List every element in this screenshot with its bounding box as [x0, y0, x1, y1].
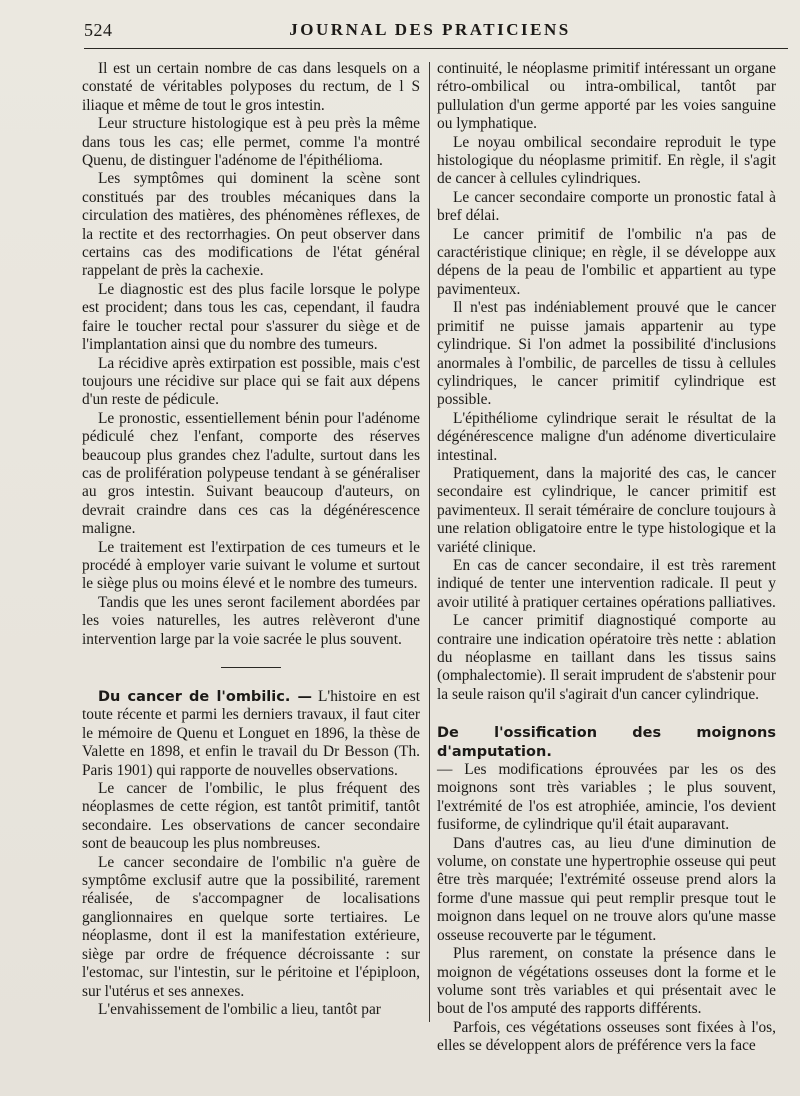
- section-title: De l'ossification des moignons d'amputation.: [437, 725, 776, 760]
- paragraph: Dans d'autres cas, au lieu d'une diminution de volume, on constate une hypertrophie osseuse qui peut être très marquée; l'extrémité osseuse prend alors la forme d'une massue qui peut remplir presque tout le moignon dans lequel on ne trouve alors qu'une masse osseuse recouverte par le tégument.: [437, 834, 776, 944]
- paragraph: — Les modifications éprouvées par les os des moignons sont très variables ; le plus souvent, l'extrémité de l'os est atrophiée, amincie, l'os devient fusiforme, de cylindrique qu'il était auparavant.: [437, 761, 776, 834]
- paragraph: Le diagnostic est des plus facile lorsque le polype est procident; dans tous les cas, cependant, il faudra faire le toucher rectal pour s'assurer du siège et de l'implantation ainsi que du nombre des tumeurs.: [82, 280, 420, 354]
- paragraph: Le noyau ombilical secondaire reproduit le type histologique du néoplasme primitif. En règle, il s'agit de cancer à cellules cylindriques.: [437, 133, 776, 188]
- paragraph: Le traitement est l'extirpation de ces tumeurs et le procédé à employer varie suivant le volume et surtout le siège plus ou moins élevé et le nombre des tumeurs.: [82, 538, 420, 593]
- page-header: [84, 18, 776, 46]
- paragraph: Le pronostic, essentiellement bénin pour l'adénome pédiculé chez l'enfant, comporte des réserves beaucoup plus grandes chez l'adulte, surtout dans les cas de prolifération polypeuse tendant à se généraliser au gros intestin. Suivant beaucoup d'auteurs, on devrait craindre dans ces cas la dégénérescence maligne.: [82, 409, 420, 538]
- left-column: [82, 60, 420, 1019]
- section-text: L'histoire en est toute récente et parmi les derniers travaux, il faut citer le mémoire de Quenu et Longuet en 1896, la thèse de Valette en 1898, et enfin le travail du Dr Besson (Th. Paris 1901) qui rapporte de nouvelles observations.: [82, 688, 420, 779]
- paragraph: La récidive après extirpation est possible, mais c'est toujours une récidive sur place qui se fait aux dépens d'un reste de pédicule.: [82, 354, 420, 409]
- journal-title: JOURNAL DES PRATICIENS: [289, 20, 571, 39]
- paragraph: Il n'est pas indéniablement prouvé que le cancer primitif ne puisse jamais appartenir au type cylindrique. Si l'on admet la possibilité d'inclusions anormales à l'ombilic, de parcelles de tissu à cellules cylindriques, le cancer primitif cylindrique est possible.: [437, 299, 776, 409]
- paragraph: Tandis que les unes seront facilement abordées par les voies naturelles, les autres relèveront d'une intervention large par la voie sacrée le plus souvent.: [82, 593, 420, 648]
- paragraph: Parfois, ces végétations osseuses sont fixées à l'os, elles se développent alors de préférence vers la face: [437, 1018, 776, 1055]
- paragraph: Pratiquement, dans la majorité des cas, le cancer secondaire est cylindrique, le cancer primitif est pavimenteux. Il serait téméraire de conclure toujours à une relation obligatoire entre le type histologique et la variété clinique.: [437, 464, 776, 556]
- column-divider: [429, 62, 430, 1022]
- paragraph: En cas de cancer secondaire, il est très rarement indiqué de tenter une intervention radicale. Il peut y avoir utilité à pratiquer certaines opérations palliatives.: [437, 556, 776, 611]
- section-paragraph: [82, 688, 420, 780]
- paragraph: Le cancer primitif de l'ombilic n'a pas de caractéristique clinique; en règle, il se développe aux dépens de la peau de l'ombilic et appartient au type pavimenteux.: [437, 225, 776, 298]
- paragraph: L'envahissement de l'ombilic a lieu, tantôt par: [98, 1000, 381, 1018]
- paragraph: Les symptômes qui dominent la scène sont constitués par des troubles mécaniques dans la circulation des matières, des phénomènes réflexes, de la rectite et des rectorrhagies. On peut observer dans certains cas des modifications de l'état général rappelant de près la cachexie.: [82, 170, 420, 280]
- paragraph: Le cancer de l'ombilic, le plus fréquent des néoplasmes de cette région, est tantôt primitif, tantôt secondaire. Les observations de cancer secondaire sont de beaucoup les plus nombreuses.: [82, 780, 420, 853]
- paragraph: Le cancer primitif diagnostiqué comporte au contraire une indication opératoire très nette : ablation du néoplasme en taillant dans les tissus sains (omphalectomie). Il serait imprudent de s'abstenir pour la seule raison qu'il s'agirait d'un cancer cylindrique.: [437, 612, 776, 703]
- paragraph: continuité, le néoplasme primitif intéressant un organe rétro-ombilical ou intra-ombilical, tantôt par pullulation d'un germe apporté par les voies sanguine ou lymphatique.: [437, 60, 776, 133]
- paragraph: Plus rarement, on constate la présence dans le moignon de végétations osseuses dont la forme et le volume sont très variables et qui présentait avec le bout de l'os amputé des rapports différents.: [437, 945, 776, 1018]
- paragraph: L'épithéliome cylindrique serait le résultat de la dégénérescence maligne d'un adénome diverticulaire intestinal.: [437, 409, 776, 464]
- right-column: [437, 60, 776, 1056]
- paragraph: Il est un certain nombre de cas dans lesquels on a constaté de véritables polyposes du rectum, de l S iliaque et même de tout le gros intestin.: [82, 60, 420, 114]
- section-separator: [221, 667, 281, 668]
- header-rule: [84, 48, 788, 49]
- page-number: 524: [84, 20, 113, 40]
- paragraph: Leur structure histologique est à peu près la même dans tous les cas; elle permet, comme l'a montré Quenu, de distinguer l'adénome de l'épithélioma.: [82, 115, 420, 170]
- paragraph: Le cancer secondaire de l'ombilic n'a guère de symptôme exclusif autre que la possibilité, rarement réalisée, de s'accompagner de localisations ganglionnaires en quelque sorte tertiaires. Le néoplasme, dont il est la manifestation extérieure, siège par ordre de fréquence décroissante : sur l'estomac, sur l'intestin, sur le péritoine et l'épiploon, sur l'utérus et ses annexes.: [82, 853, 420, 1000]
- section-title: Du cancer de l'ombilic. —: [98, 689, 313, 705]
- paragraph: Le cancer secondaire comporte un pronostic fatal à bref délai.: [437, 188, 776, 225]
